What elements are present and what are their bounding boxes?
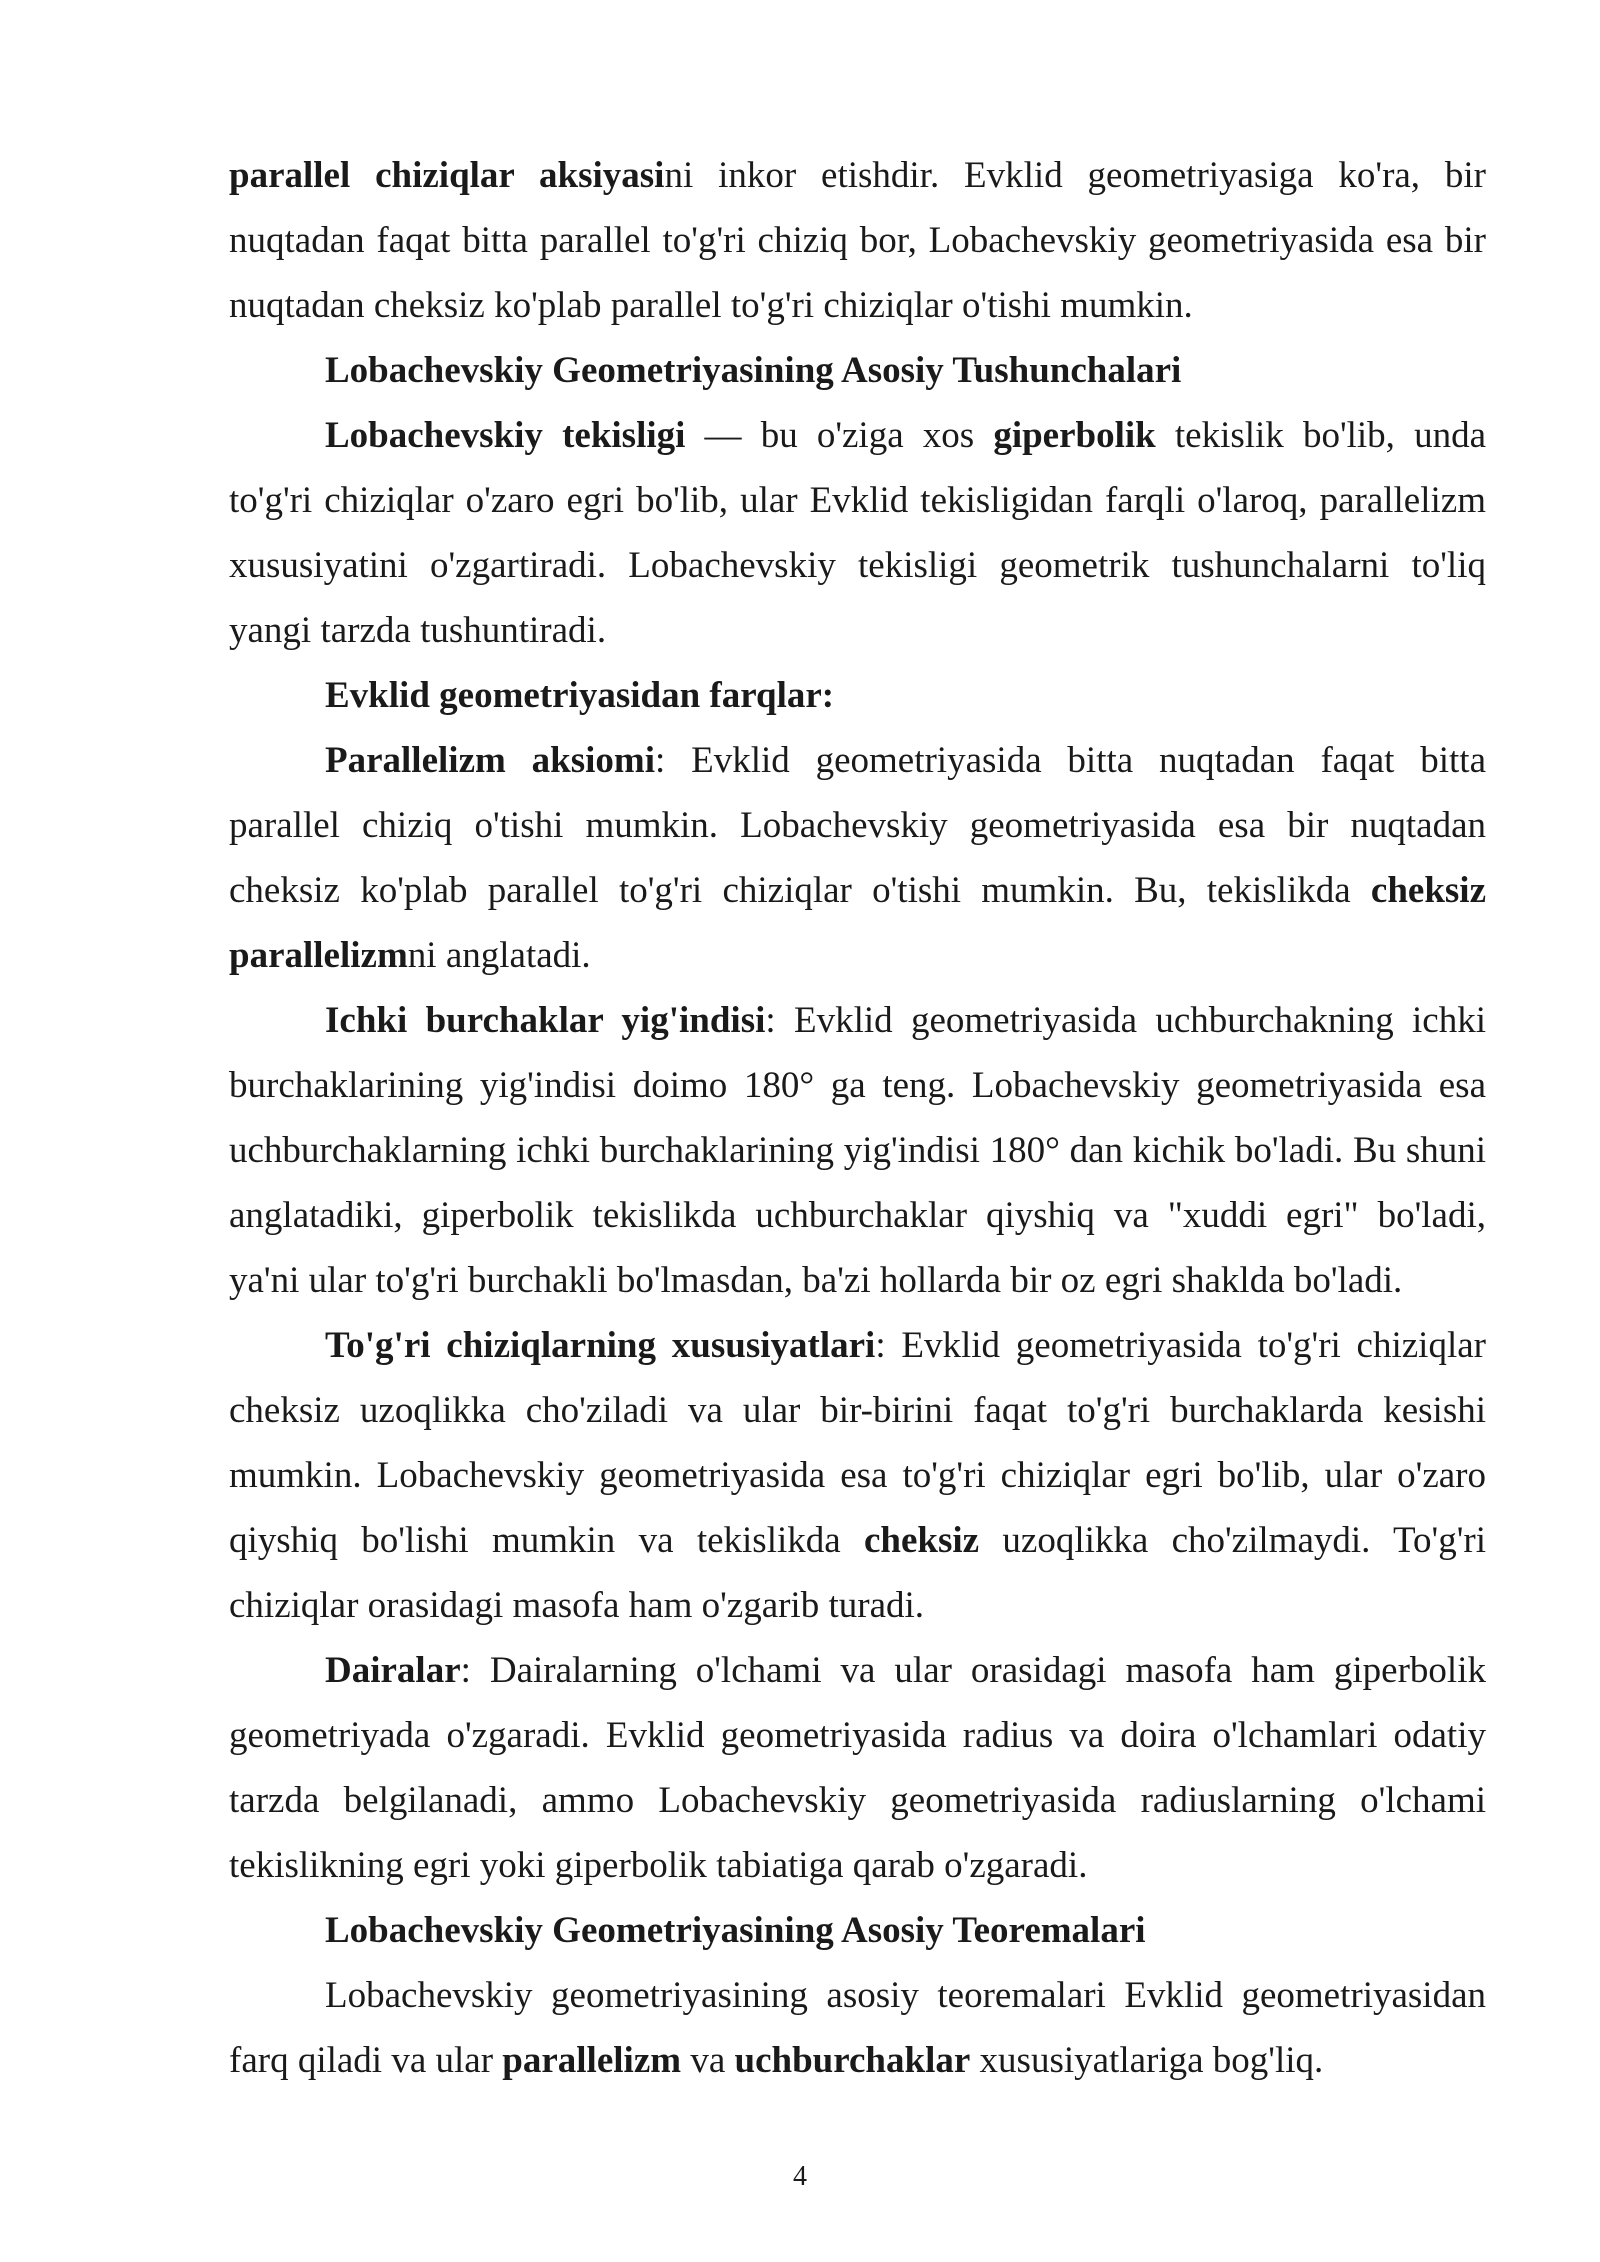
bold-term: To'g'ri chiziqlarning xususiyatlari [325,1325,876,1366]
bold-term: cheksiz parallelizm [229,870,1486,976]
paragraph-text: : Evklid geometriyasida to'g'ri chiziqlar cheksiz uzoqlikka cho'ziladi va ular bir-birini faqat to'g'ri burchaklarda kesishi mumkin. Lobachevskiy geometriyasida esa to'g'ri chiziqlar egri bo'lib, ular o'zaro qiyshiq bo'lishi mumkin va tekislikda [229,1325,1486,1561]
paragraph-text: ni inkor etishdir. Evklid geometriyasiga ko'ra, bir nuqtadan faqat bitta parallel to'g'ri chiziq bor, Lobachevskiy geometriyasida esa bir nuqtadan cheksiz ko'plab parallel to'g'ri chiziqlar o'tishi mumkin. [229,155,1486,326]
body-paragraph [229,988,1486,1313]
bold-term: Ichki burchaklar yig'indisi [325,1000,766,1041]
body-paragraph [229,728,1486,988]
subsection-heading [229,663,1486,728]
body-paragraph [229,403,1486,663]
bold-term: Lobachevskiy tekisligi [325,415,686,456]
bold-term: giperbolik [993,415,1156,456]
bold-term: parallelizm [502,2040,682,2081]
paragraph-text: xususiyatlariga bog'liq. [970,2040,1324,2081]
paragraph-text: : Dairalarning o'lchami va ular orasidagi masofa ham giperbolik geometriyada o'zgaradi. Evklid geometriyasida radius va doira o'lchamlari odatiy tarzda belgilanadi, ammo Lobachevskiy geometriyasida radiuslarning o'lchami tekislikning egri yoki giperbolik tabiatiga qarab o'zgaradi. [229,1650,1486,1886]
section-heading [229,1898,1486,1963]
body-paragraph [229,1313,1486,1638]
bold-term: parallel chiziqlar aksiyasi [229,155,665,196]
bold-term: Parallelizm aksiomi [325,740,655,781]
page-number: 4 [793,2161,807,2192]
body-paragraph [229,1963,1486,2093]
heading-text: Lobachevskiy Geometriyasining Asosiy Teoremalari [325,1910,1146,1951]
bold-term: uchburchaklar [734,2040,971,2081]
paragraph-text: — bu o'ziga xos [685,415,994,456]
paragraph-text: uzoqlikka cho'zilmaydi. To'g'ri chiziqlar orasidagi masofa ham o'zgarib turadi. [229,1520,1486,1626]
paragraph-text: : Evklid geometriyasida bitta nuqtadan faqat bitta parallel chiziq o'tishi mumkin. Lobachevskiy geometriyasida esa bir nuqtadan cheksiz ko'plab parallel to'g'ri chiziqlar o'tishi mumkin. Bu, tekislikda [229,740,1486,911]
section-heading [229,338,1486,403]
body-paragraph [229,1638,1486,1898]
paragraph-text: : Evklid geometriyasida uchburchakning ichki burchaklarining yig'indisi doimo 180° ga teng. Lobachevskiy geometriyasida esa uchburchaklarning ichki burchaklarining yig'indisi 180° dan kichik bo'ladi. Bu shuni anglatadiki, giperbolik tekislikda uchburchaklar qiyshiq va "xuddi egri" bo'ladi, ya'ni ular to'g'ri burchakli bo'lmasdan, ba'zi hollarda bir oz egri shaklda bo'ladi. [229,1000,1487,1301]
heading-text: Evklid geometriyasidan farqlar: [325,675,835,716]
paragraph-text: ni anglatadi. [407,935,591,976]
bold-term: cheksiz [863,1520,980,1561]
heading-text: Lobachevskiy Geometriyasining Asosiy Tushunchalari [325,350,1182,391]
paragraph-text: Lobachevskiy geometriyasining asosiy teoremalari Evklid geometriyasidan farq qiladi va ular [229,1975,1486,2081]
paragraph-text: tekislik bo'lib, unda to'g'ri chiziqlar o'zaro egri bo'lib, ular Evklid tekisligidan farqli o'laroq, parallelizm xususiyatini o'zgartiradi. Lobachevskiy tekisligi geometrik tushunchalarni to'liq yangi tarzda tushuntiradi. [229,415,1486,651]
bold-term: Dairalar [325,1650,461,1691]
body-paragraph [229,143,1486,338]
document-page [229,143,1486,2093]
paragraph-text: va [681,2040,735,2081]
